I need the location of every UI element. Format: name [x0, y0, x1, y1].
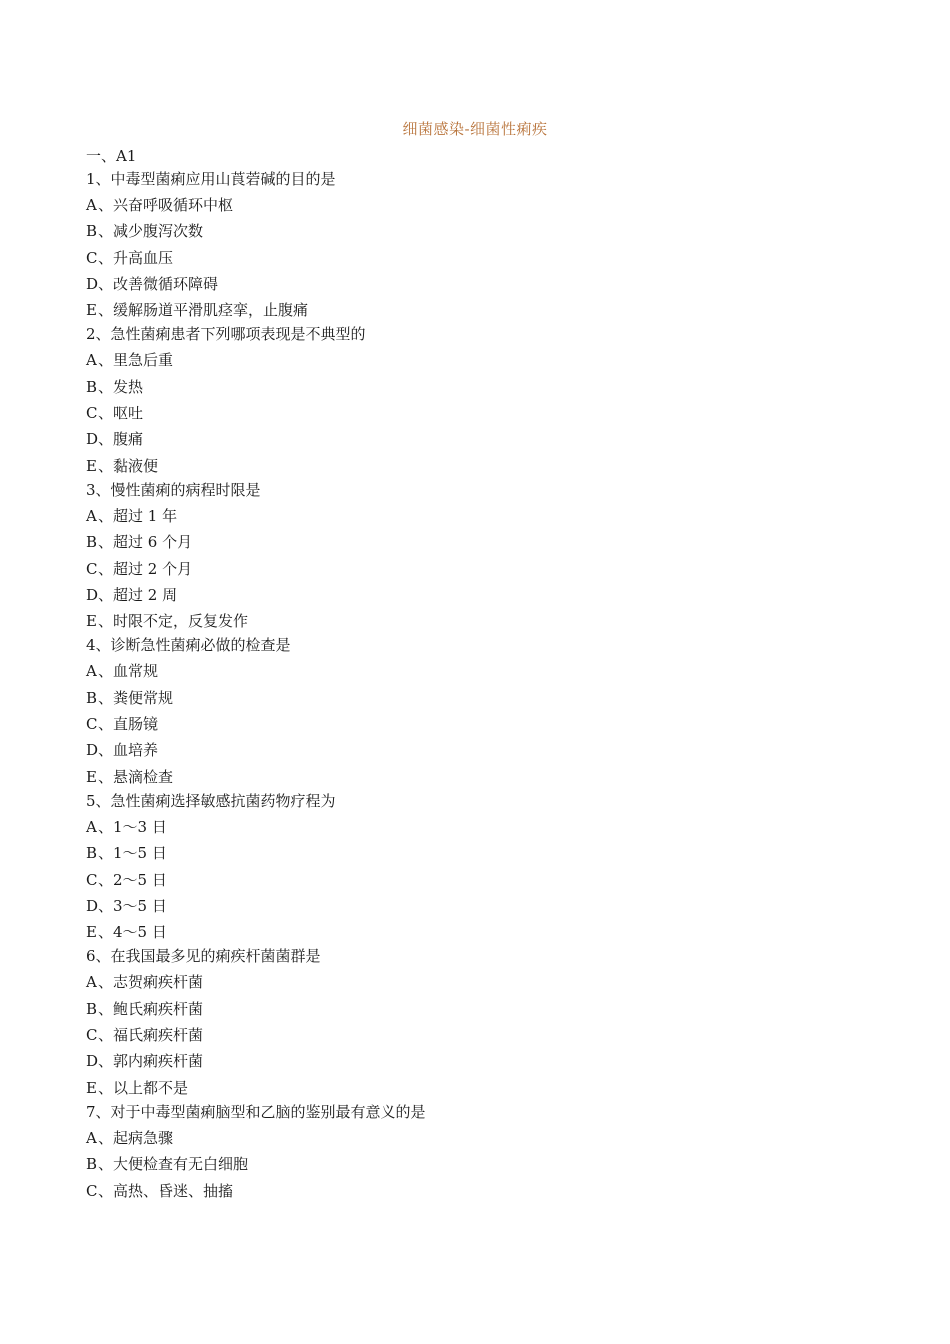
option-text: 、3～5 日 — [98, 896, 167, 915]
option-letter: E — [86, 1078, 97, 1097]
answer-option-d — [86, 1048, 886, 1074]
option-text: 、2～5 日 — [98, 870, 167, 889]
option-letter: A — [86, 1128, 97, 1147]
option-text: 、缓解肠道平滑肌痉挛，止腹痛 — [98, 301, 309, 320]
answer-option-b — [86, 374, 886, 400]
option-letter: B — [86, 222, 98, 241]
option-text: 、里急后重 — [98, 351, 174, 370]
answer-option-b — [86, 996, 886, 1022]
option-text: 、兴奋呼吸循环中枢 — [98, 196, 234, 214]
section-heading: 一、A1 — [86, 147, 137, 165]
answer-option-b — [86, 840, 886, 866]
answer-option-a — [86, 192, 886, 218]
answer-option-b — [86, 529, 886, 555]
question-4 — [86, 632, 886, 789]
option-text: 、郭内痢疾杆菌 — [98, 1052, 204, 1071]
question-7 — [86, 1099, 886, 1204]
option-letter: C — [86, 715, 98, 734]
option-letter: A — [86, 973, 97, 992]
option-letter: D — [86, 741, 99, 760]
answer-option-d — [86, 893, 886, 919]
option-letter: B — [86, 999, 98, 1018]
answer-option-e — [86, 919, 886, 945]
option-text: 、呕吐 — [98, 404, 144, 423]
option-letter: D — [86, 1052, 99, 1071]
option-letter: A — [86, 817, 97, 836]
option-letter: C — [86, 248, 98, 267]
option-text: 、志贺痢疾杆菌 — [98, 973, 204, 992]
option-text: 、鲍氏痢疾杆菌 — [98, 999, 204, 1018]
option-text: 、大便检查有无白细胞 — [98, 1155, 249, 1174]
answer-option-a — [86, 347, 886, 373]
question-stem: 4、诊断急性菌痢必做的检查是 — [86, 636, 291, 655]
option-letter: D — [86, 585, 99, 604]
question-1 — [86, 166, 886, 323]
answer-option-d — [86, 737, 886, 763]
question-stem: 6、在我国最多见的痢疾杆菌菌群是 — [86, 947, 321, 966]
option-text: 、升高血压 — [98, 248, 174, 267]
option-text: 、血培养 — [98, 741, 159, 760]
question-list — [86, 168, 886, 1204]
option-text: 、以上都不是 — [98, 1078, 189, 1097]
option-letter: B — [86, 377, 98, 396]
answer-option-e — [86, 608, 886, 634]
answer-option-e — [86, 1075, 886, 1101]
option-letter: B — [86, 844, 98, 863]
option-letter: A — [86, 351, 97, 370]
option-letter: C — [86, 870, 98, 889]
option-text: 、1～5 日 — [98, 844, 167, 863]
answer-option-c — [86, 556, 886, 582]
answer-option-c — [86, 400, 886, 426]
option-letter: E — [86, 923, 97, 942]
option-text: 、时限不定，反复发作 — [98, 612, 249, 631]
option-text: 、悬滴检查 — [98, 767, 174, 786]
question-stem: 3、慢性菌痢的病程时限是 — [86, 480, 261, 499]
question-stem: 2、急性菌痢患者下列哪项表现是不典型的 — [86, 325, 366, 344]
answer-option-d — [86, 271, 886, 297]
option-text: 、发热 — [98, 377, 144, 396]
option-letter: A — [86, 196, 97, 214]
answer-option-a — [86, 814, 886, 840]
option-text: 、起病急骤 — [98, 1128, 174, 1147]
question-stem: 1、中毒型菌痢应用山莨菪碱的目的是 — [86, 170, 336, 188]
answer-option-b — [86, 218, 886, 244]
answer-option-a — [86, 1125, 886, 1151]
answer-option-c — [86, 867, 886, 893]
option-text: 、腹痛 — [98, 430, 144, 449]
option-text: 、高热、昏迷、抽搐 — [98, 1181, 234, 1200]
option-letter: C — [86, 1181, 98, 1200]
answer-option-e — [86, 453, 886, 479]
answer-option-c — [86, 245, 886, 271]
option-letter: C — [86, 404, 98, 423]
option-letter: E — [86, 612, 97, 631]
option-letter: B — [86, 533, 98, 552]
option-letter: E — [86, 767, 97, 786]
answer-option-e — [86, 764, 886, 790]
option-text: 、超过 2 周 — [98, 585, 178, 604]
option-text: 、黏液便 — [98, 456, 159, 475]
answer-option-a — [86, 658, 886, 684]
option-text: 、1～3 日 — [98, 817, 167, 836]
option-text: 、减少腹泻次数 — [98, 222, 204, 241]
answer-option-e — [86, 297, 886, 323]
option-letter: B — [86, 1155, 98, 1174]
answer-option-d — [86, 426, 886, 452]
answer-option-a — [86, 969, 886, 995]
option-letter: C — [86, 559, 98, 578]
option-letter: D — [86, 430, 99, 449]
option-text: 、超过 1 年 — [98, 506, 178, 525]
option-letter: D — [86, 274, 99, 293]
question-stem: 5、急性菌痢选择敏感抗菌药物疗程为 — [86, 791, 336, 810]
option-text: 、超过 2 个月 — [98, 559, 193, 578]
option-text: 、4～5 日 — [98, 923, 167, 942]
option-text: 、福氏痢疾杆菌 — [98, 1026, 204, 1045]
question-3 — [86, 477, 886, 634]
option-text: 、改善微循环障碍 — [98, 274, 219, 293]
answer-option-c — [86, 1022, 886, 1048]
option-letter: A — [86, 506, 97, 525]
option-letter: D — [86, 896, 99, 915]
option-letter: E — [86, 301, 97, 320]
option-letter: E — [86, 456, 97, 475]
option-text: 、血常规 — [98, 662, 159, 681]
answer-option-c — [86, 1178, 886, 1204]
option-letter: B — [86, 688, 98, 707]
option-letter: A — [86, 662, 97, 681]
question-2 — [86, 321, 886, 478]
answer-option-b — [86, 685, 886, 711]
answer-option-c — [86, 711, 886, 737]
question-6 — [86, 943, 886, 1100]
document-title: 细菌感染-细菌性痢疾 — [402, 120, 548, 138]
option-text: 、粪便常规 — [98, 688, 174, 707]
question-5 — [86, 788, 886, 945]
option-letter: C — [86, 1026, 98, 1045]
answer-option-a — [86, 503, 886, 529]
answer-option-b — [86, 1151, 886, 1177]
option-text: 、直肠镜 — [98, 715, 159, 734]
answer-option-d — [86, 582, 886, 608]
option-text: 、超过 6 个月 — [98, 533, 193, 552]
question-stem: 7、对于中毒型菌痢脑型和乙脑的鉴别最有意义的是 — [86, 1102, 426, 1121]
